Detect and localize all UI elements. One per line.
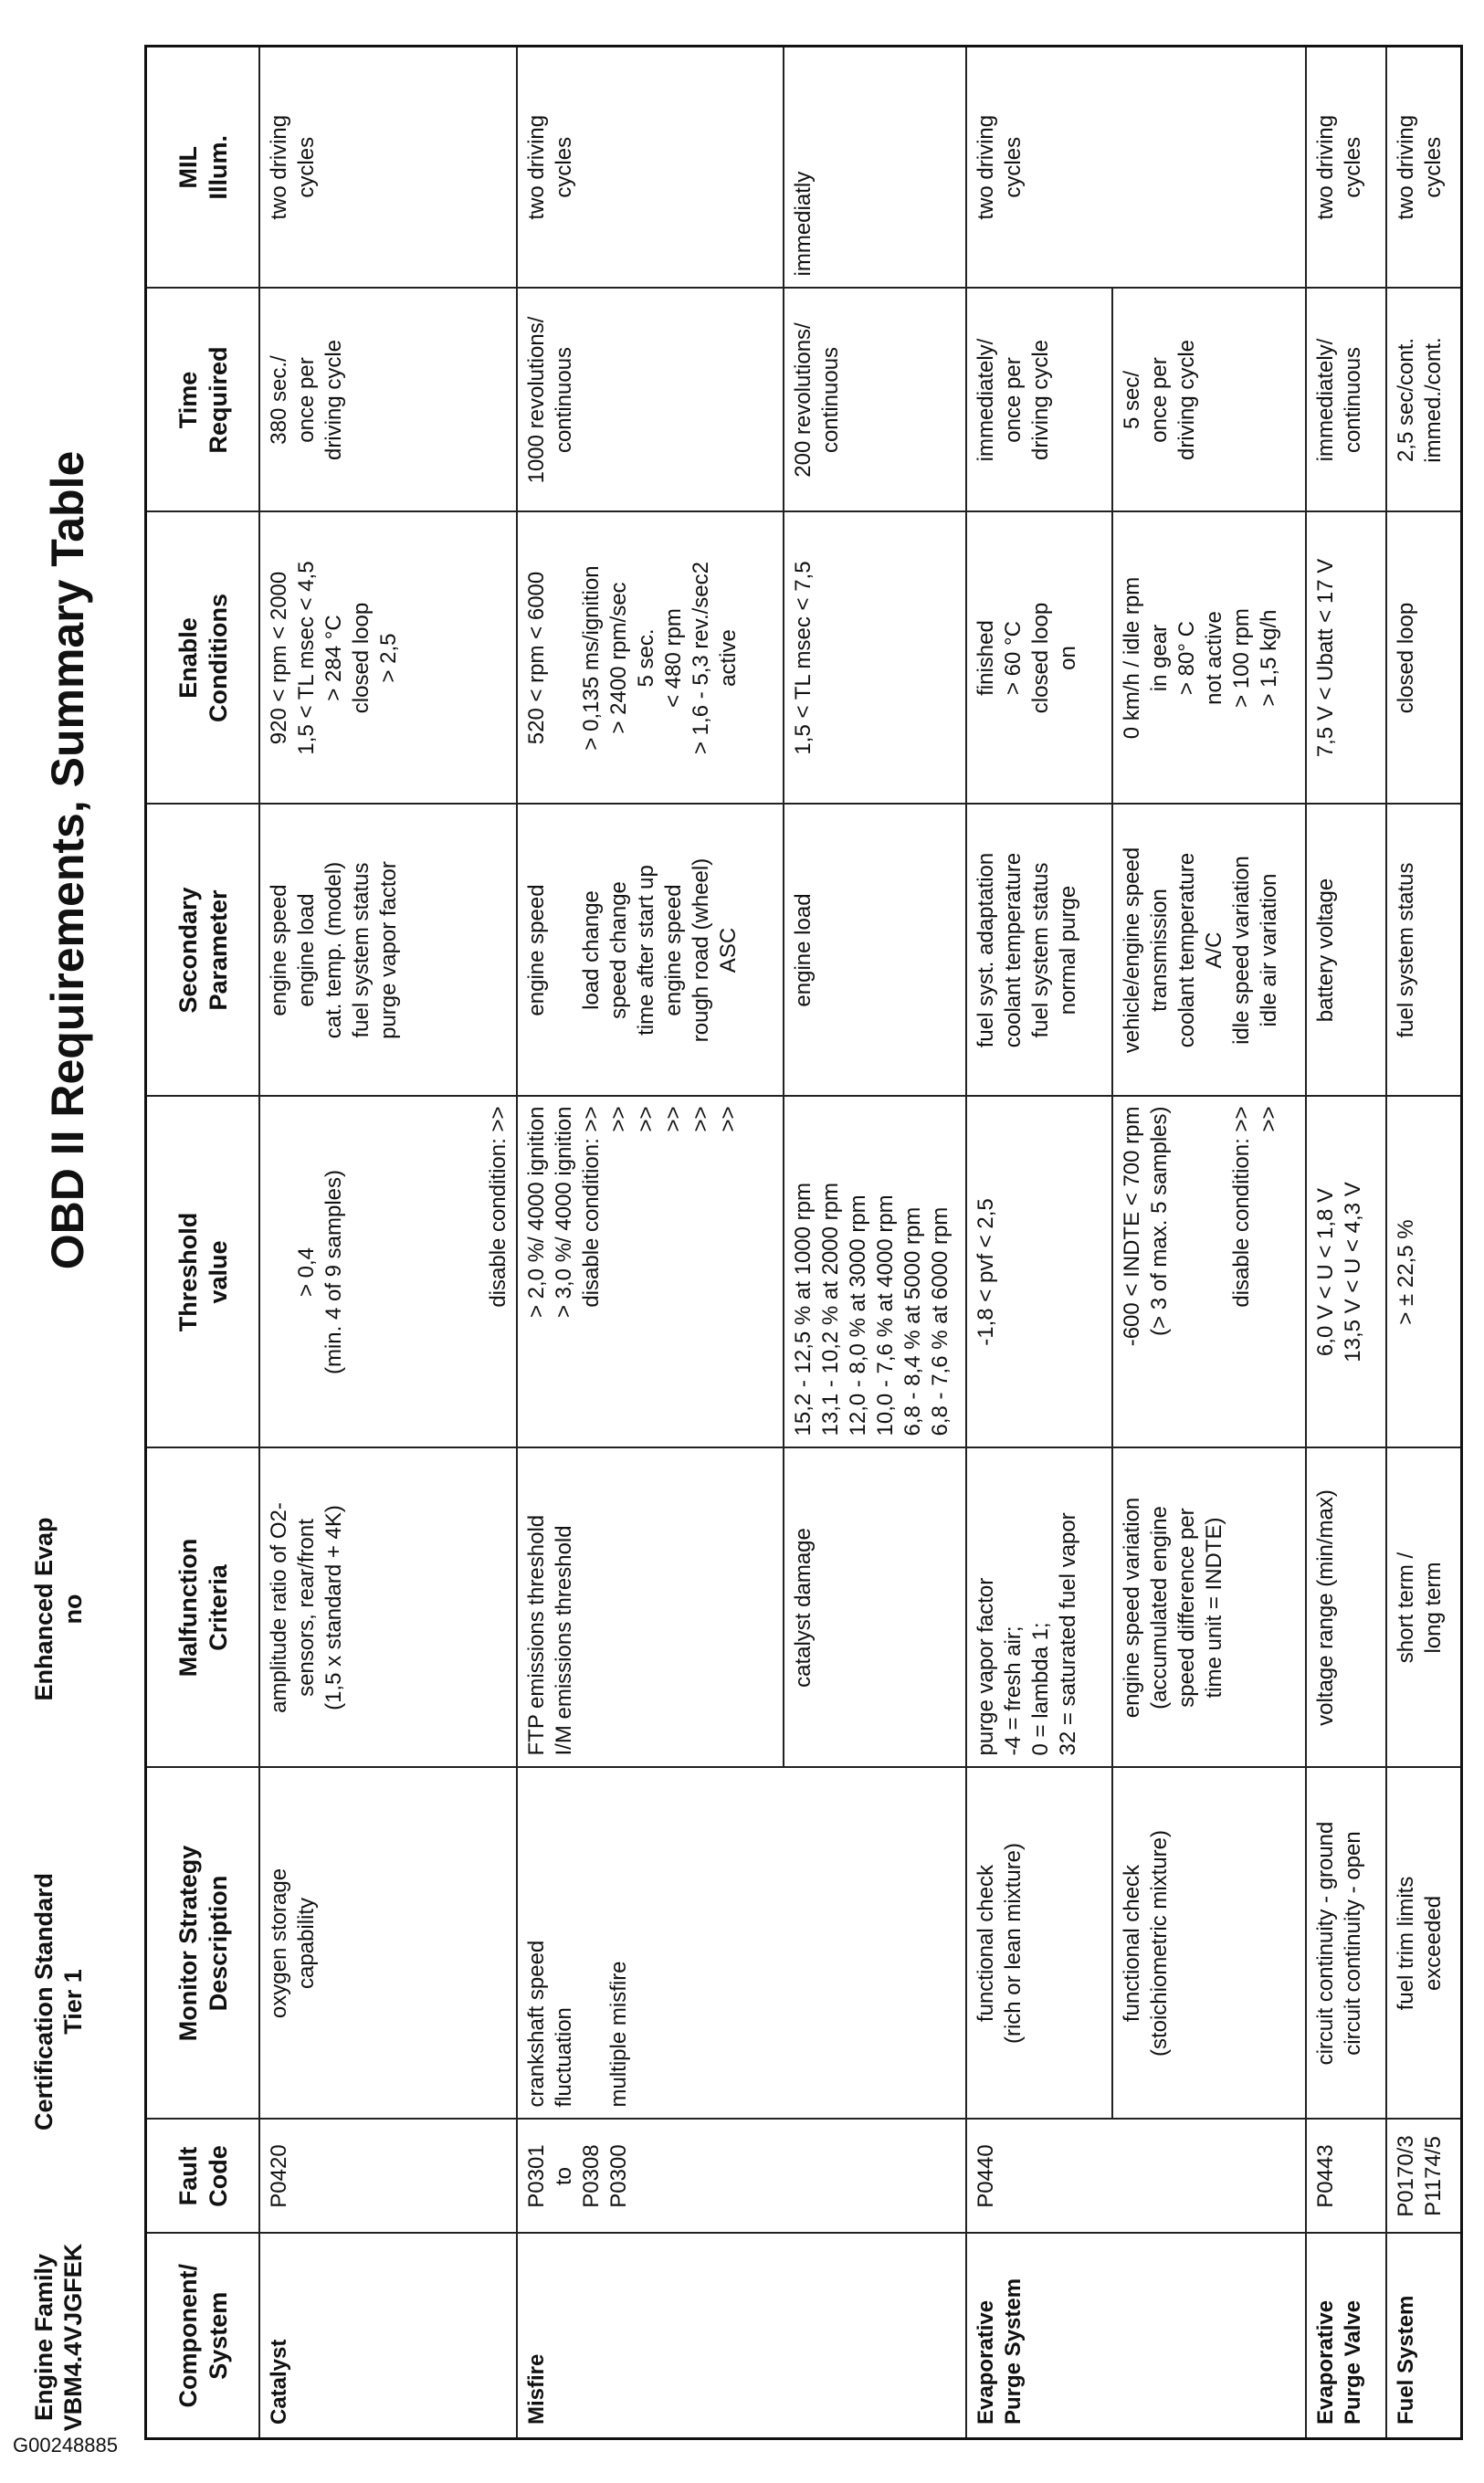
cell-monitor: circuit continuity - ground circuit continuity - open <box>1306 1768 1386 2120</box>
cell-secondary: vehicle/engine speed transmission coolant temperature A/C idle speed variation idle air variation <box>1112 805 1306 1097</box>
cell-enable: finished > 60 °C closed loop on <box>966 512 1112 805</box>
cell-secondary: engine speed load change speed change time after start up engine speed rough road (wheel) ASC <box>517 805 784 1097</box>
table-header-band <box>24 47 141 2440</box>
cell-criteria: engine speed variation (accumulated engine speed difference per time unit = INDTE) <box>1112 1448 1306 1768</box>
obd-summary-table <box>144 45 1463 2440</box>
col-time: Time Required <box>146 289 260 512</box>
cell-secondary: fuel system status <box>1386 805 1461 1097</box>
disable-condition: disable condition: >> <box>486 1106 510 1308</box>
cell-time: 1000 revolutions/ continuous <box>517 289 784 512</box>
table-row-evap-valve <box>1306 47 1386 2439</box>
cell-threshold <box>259 1097 517 1448</box>
cell-threshold: > 2,0 %/ 4000 ignition > 3,0 %/ 4000 ignition disable condition: >> >> >> >> >> >> <box>517 1097 784 1448</box>
cell-secondary: engine speed engine load cat. temp. (model) fuel system status purge vapor factor <box>259 805 517 1097</box>
col-enable: Enable Conditions <box>146 512 260 805</box>
col-monitor: Monitor Strategy Description <box>146 1768 260 2120</box>
cell-component: Catalyst <box>259 2234 517 2439</box>
cell-secondary: fuel syst. adaptation coolant temperature fuel system status normal purge <box>966 805 1112 1097</box>
cell-threshold: 6,0 V < U < 1,8 V 13,5 V < U < 4,3 V <box>1306 1097 1386 1448</box>
cell-component: Evaporative Purge Valve <box>1306 2234 1386 2439</box>
cell-monitor: functional check (stoichiometric mixture) <box>1112 1768 1306 2120</box>
cell-enable: 0 km/h / idle rpm in gear > 80° C not active > 100 rpm > 1,5 kg/h <box>1112 512 1306 805</box>
cell-time: immediately/ once per driving cycle <box>966 289 1112 512</box>
cell-threshold: -1,8 < pvf < 2,5 <box>966 1097 1112 1448</box>
cell-mil: two driving cycles <box>1386 47 1461 289</box>
cell-secondary: battery voltage <box>1306 805 1386 1097</box>
cell-threshold: > ± 22,5 % <box>1386 1097 1461 1448</box>
threshold-text: > 0,4 (min. 4 of 9 samples) <box>294 1169 346 1375</box>
cell-fault-code: P0443 <box>1306 2120 1386 2234</box>
cell-monitor: fuel trim limits exceeded <box>1386 1768 1461 2120</box>
cell-fault-code: P0420 <box>259 2120 517 2234</box>
cell-component: Misfire <box>517 2234 966 2439</box>
cell-mil: two driving cycles <box>1306 47 1386 289</box>
rotated-table-page <box>24 47 1456 2440</box>
cell-criteria: purge vapor factor -4 = fresh air; 0 = lambda 1; 32 = saturated fuel vapor <box>966 1448 1112 1768</box>
cell-criteria: catalyst damage <box>784 1448 966 1768</box>
column-header-row <box>146 47 260 2439</box>
col-threshold: Threshold value <box>146 1097 260 1448</box>
cell-fault-code: P0170/3 P1174/5 <box>1386 2120 1461 2234</box>
cell-mil: two driving cycles <box>517 47 784 289</box>
cell-time: immediately/ continuous <box>1306 289 1386 512</box>
cell-enable: 520 < rpm < 6000 > 0,135 ms/ignition > 2400 rpm/sec 5 sec. < 480 rpm > 1,6 - 5,3 rev./sec2 active <box>517 512 784 805</box>
cell-threshold: 15,2 - 12,5 % at 1000 rpm 13,1 - 10,2 % at 2000 rpm 12,0 - 8,0 % at 3000 rpm 10,0 - 7,6 % at 4000 rpm 6,8 - 8,4 % at 5000 rpm 6,8 - 7,6 % at 6000 rpm <box>784 1097 966 1448</box>
col-mil: MIL Illum. <box>146 47 260 289</box>
cell-time: 2,5 sec/cont. immed./cont. <box>1386 289 1461 512</box>
cell-time: 380 sec./ once per driving cycle <box>259 289 517 512</box>
cell-time: 200 revolutions/ continuous <box>784 289 966 512</box>
cell-threshold: -600 < INDTE < 700 rpm (> 3 of max. 5 samples) disable condition: >> >> <box>1112 1097 1306 1448</box>
cell-enable: closed loop <box>1386 512 1461 805</box>
cell-mil: immediatly <box>784 47 966 289</box>
cell-time: 5 sec/ once per driving cycle <box>1112 289 1306 512</box>
cell-enable: 920 < rpm < 2000 1,5 < TL msec < 4,5 > 284 °C closed loop > 2,5 <box>259 512 517 805</box>
cell-criteria: voltage range (min/max) <box>1306 1448 1386 1768</box>
table-row-evap-purge <box>966 47 1112 2439</box>
cell-criteria: amplitude ratio of O2- sensors, rear/front (1,5 x standard + 4K) <box>259 1448 517 1768</box>
enhanced-evap-heading: Enhanced Evap no <box>30 1517 87 1701</box>
col-criteria: Malfunction Criteria <box>146 1448 260 1768</box>
table-row-catalyst <box>259 47 517 2439</box>
cell-monitor: oxygen storage capability <box>259 1768 517 2120</box>
cell-fault-code: P0440 <box>966 2120 1306 2234</box>
table-row-evap-purge-stoich <box>1112 47 1306 2439</box>
cell-enable: 1,5 < TL msec < 7,5 <box>784 512 966 805</box>
cell-component: Fuel System <box>1386 2234 1461 2439</box>
cell-monitor: functional check (rich or lean mixture) <box>966 1768 1112 2120</box>
certification-heading: Certification Standard Tier 1 <box>30 1872 87 2131</box>
cell-secondary: engine load <box>784 805 966 1097</box>
cell-component: Evaporative Purge System <box>966 2234 1306 2439</box>
table-row-misfire <box>517 47 784 2439</box>
cell-criteria: FTP emissions threshold I/M emissions threshold <box>517 1448 784 1768</box>
cell-mil: two driving cycles <box>966 47 1306 289</box>
cell-fault-code: P0301 to P0308 P0300 <box>517 2120 966 2234</box>
table-row-fuel-system <box>1386 47 1461 2439</box>
cell-enable: 7,5 V < Ubatt < 17 V <box>1306 512 1386 805</box>
col-fault-code: Fault Code <box>146 2120 260 2234</box>
page-title: OBD II Requirements, Summary Table <box>42 450 93 1270</box>
cell-criteria: short term / long term <box>1386 1448 1461 1768</box>
figure-code: G00248885 <box>13 2434 118 2457</box>
cell-mil: two driving cycles <box>259 47 517 289</box>
col-component: Component/ System <box>146 2234 260 2439</box>
col-secondary: Secondary Parameter <box>146 805 260 1097</box>
engine-family-heading: Engine Family VBM4.4VJGFEK <box>30 2243 87 2432</box>
cell-monitor: crankshaft speed fluctuation multiple misfire <box>517 1768 966 2120</box>
